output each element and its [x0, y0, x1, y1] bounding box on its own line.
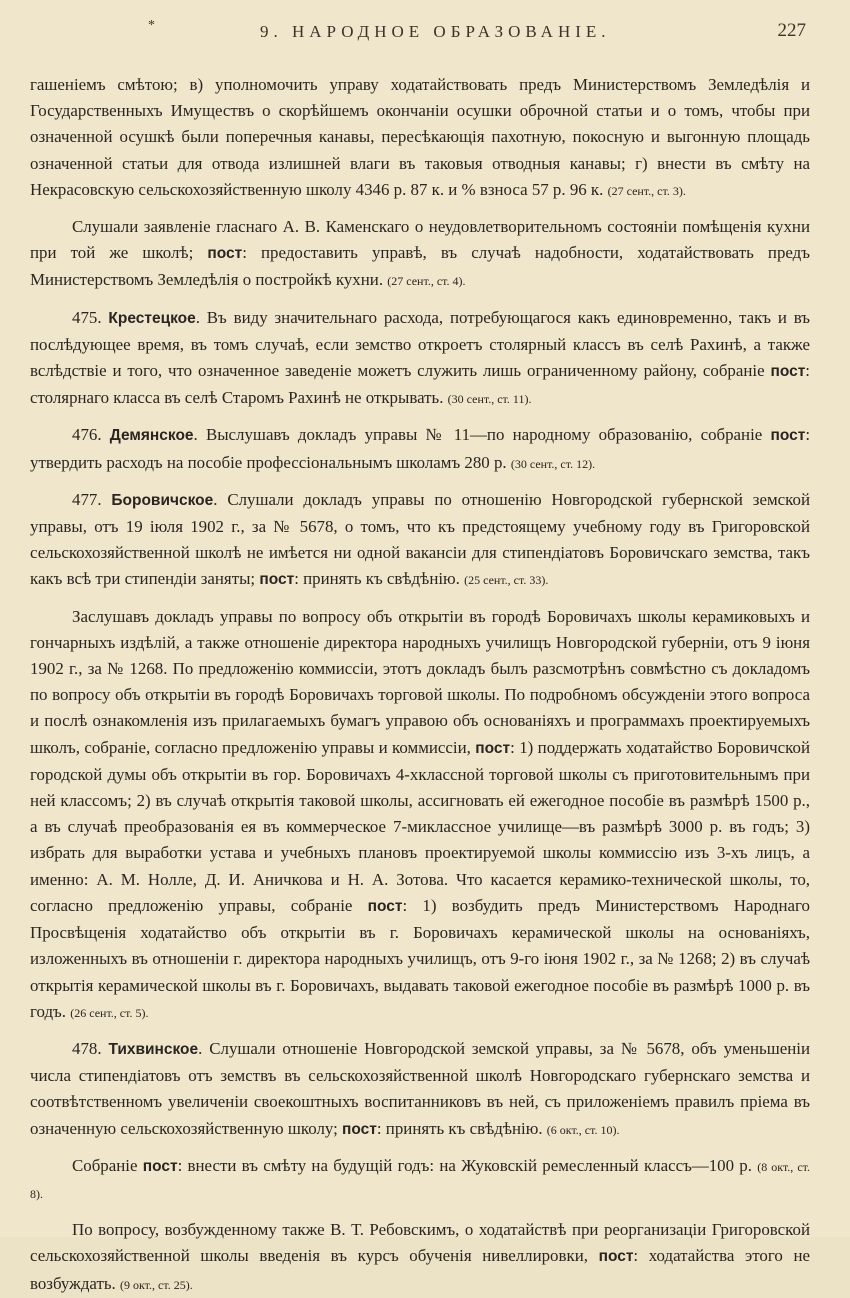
- paragraph-text: : столярнаго класса въ селѣ Старомъ Рахинѣ не открывать.: [30, 361, 810, 408]
- paragraph-text: : принять къ свѣдѣнію.: [376, 1118, 547, 1138]
- paragraph-text: : ходатайства этого не возбуждать.: [30, 1246, 810, 1293]
- paragraph-text: 476.: [72, 425, 110, 445]
- paragraph-text: . Выслушавъ докладъ управы № 11—по народному образованію, собраніе: [193, 425, 771, 445]
- paragraph-text: 478.: [72, 1038, 109, 1058]
- citation-ref: (25 сент., ст. 33).: [464, 573, 549, 588]
- citation-ref: (30 сент., ст. 12).: [510, 456, 596, 471]
- citation-ref: (9 окт., ст. 25).: [120, 1277, 193, 1292]
- citation-ref: (26 сент., ст. 5).: [70, 1005, 149, 1020]
- body-text: [30, 72, 810, 1298]
- paragraph-text: 475.: [72, 307, 109, 327]
- paragraph: [30, 214, 810, 295]
- citation-ref: (27 сент., ст. 3).: [607, 183, 686, 198]
- paragraph: [30, 72, 810, 204]
- running-header: [30, 18, 810, 52]
- paragraph: [30, 1036, 810, 1143]
- citation-ref: (27 сент., ст. 4).: [387, 274, 466, 289]
- paragraph-text: Слушали заявленіе гласнаго А. В. Каменскаго о неудовлетворительномъ состояніи помѣщенія кухни при той же школѣ;: [30, 217, 810, 263]
- paragraph-text: По вопросу, возбужденному также В. Т. Ребовскимъ, о ходатайствѣ при реорганизаціи Григоровской сельскохозяйственной школы введенія въ курсъ обученія нивеллировки,: [30, 1220, 810, 1266]
- paragraph-text: Заслушавъ докладъ управы по вопросу объ открытіи въ городѣ Боровичахъ школы керамиковыхъ и гончарныхъ издѣлій, а также отношеніе директора народныхъ училищъ Новгородской губерніи, отъ 9 іюня 1902 г., за № 1268. По предложенію коммиссіи, этотъ докладъ былъ разсмотрѣнъ совмѣстно съ докладомъ по вопросу объ открытіи въ городѣ Боровичахъ торговой школы. По подробномъ обсужденіи этого вопроса и послѣ ознакомленія изъ прилагаемыхъ бумагъ управою объ основаніяхъ и программахъ проектируемыхъ школъ, собраніе, согласно предложенію управы и коммиссіи,: [30, 606, 810, 757]
- paragraph-text: . Въ виду значительнаго расхода, потребующагося какъ единовременно, такъ и въ послѣдующее время, въ томъ случаѣ, если земство откроетъ столярный классъ въ селѣ Рахинѣ, а также вслѣдствіе и того, что означенное заведеніе можетъ служить лишь ограниченному району, собраніе: [30, 307, 810, 381]
- paragraph: [30, 1153, 810, 1207]
- keyword: пост: [259, 571, 295, 589]
- page-number: 227: [777, 20, 806, 41]
- paragraph-text: . Слушали отношеніе Новгородской земской управы, за № 5678, объ уменьшеніи числа стипендіатовъ отъ земствъ въ сельскохозяйственной школѣ Новгородскаго губернскаго земства и соотвѣтственномъ увеличеніи своекоштныхъ воспитанниковъ въ ней, съ приложеніемъ правилъ пріема въ означенную сельскохозяйственную школу;: [30, 1038, 810, 1138]
- keyword: пост: [367, 897, 403, 915]
- keyword: пост: [475, 739, 511, 757]
- keyword: пост: [342, 1120, 377, 1138]
- paragraph-text: : утвердить расходъ на пособіе профессіональнымъ школамъ 280 р.: [30, 425, 811, 472]
- paragraph: [30, 487, 810, 594]
- section-title: 9. НАРОДНОЕ ОБРАЗОВАНІЕ.: [260, 22, 611, 41]
- keyword: пост: [207, 245, 243, 263]
- keyword: пост: [598, 1248, 634, 1266]
- paragraph-text: гашеніемъ смѣтою; в) уполномочить управу ходатайствовать предъ Министерствомъ Земледѣлія и Государственныхъ Имуществъ о скорѣйшемъ окончаніи осушки оброчной статьи и о томъ, чтобы при означенной осушкѣ были поперечныя канавы, пересѣкающія пахотную, покосную и выгонную площадь означенной статьи для отвода излишней влаги въ таковыя отводныя канавы; г) внести въ смѣту на Некрасовскую сельскохозяйственную школу 4346 р. 87 к. и % взноса 57 р. 96 к.: [30, 75, 810, 199]
- header-mark: *: [148, 18, 155, 33]
- keyword: Тихвинское: [108, 1040, 199, 1058]
- keyword: пост: [770, 427, 806, 445]
- keyword: Демянское: [109, 427, 194, 445]
- paragraph-text: Собраніе: [72, 1155, 143, 1175]
- paragraph-text: : принять къ свѣдѣнію.: [294, 569, 465, 589]
- paragraph: [30, 604, 810, 1026]
- paragraph-text: : 1) поддержать ходатайство Боровичской городской думы объ открытіи въ гор. Боровичахъ 4-хклассной торговой школы съ приготовительнымъ при ней классомъ; 2) въ случаѣ открытія таковой школы, ассигновать ей ежегодное пособіе въ размѣрѣ 1500 р., а въ случаѣ преобразованія ея въ коммерческое 7-миклассное училище—въ размѣрѣ 3000 р. въ годъ; 3) избрать для выработки устава и учебныхъ плановъ проектируемой школы коммиссію изъ 3-хъ лицъ, а именно: А. М. Нолле, Д. И. Аничкова и Н. А. Зотова. Что касается керамико-технической школы, то, согласно предложенію управы, собраніе: [30, 737, 810, 915]
- paragraph: [30, 1217, 810, 1298]
- keyword: Крестецкое: [108, 309, 196, 327]
- citation-ref: (30 сент., ст. 11).: [447, 392, 532, 407]
- paragraph: [30, 422, 810, 476]
- paragraph-text: : внести въ смѣту на будущій годъ: на Жуковскій ремесленный классъ—100 р.: [177, 1155, 758, 1175]
- paragraph-text: : 1) возбудить предъ Министерствомъ Народнаго Просвѣщенія ходатайство объ открытіи въ г. Боровичахъ керамической школы на основаніяхъ, изложенныхъ въ отношеніи г. директора народныхъ училищъ, отъ 9-го іюня 1902 г., за № 1268; 2) въ случаѣ открытія керамической школы въ г. Боровичахъ, выдавать таковой ежегодное пособіе въ размѣрѣ 1000 р. въ годъ.: [30, 895, 810, 1021]
- paragraph-text: . Слушали докладъ управы по отношенію Новгородской губернской земской управы, отъ 19 іюля 1902 г., за № 5678, о томъ, что къ предстоящему учебному году въ Григоровской сельскохозяйственной школѣ не имѣется ни одной вакансіи для стипендіатовъ Боровичскаго земства, такъ какъ всѣ три стипендіи заняты;: [30, 489, 810, 589]
- paragraph-text: 477.: [72, 489, 112, 509]
- keyword: пост: [770, 363, 806, 381]
- paragraph-text: : предоставить управѣ, въ случаѣ надобности, ходатайствовать предъ Министерствомъ Земледѣлія о постройкѣ кухни.: [30, 243, 810, 290]
- citation-ref: (8 окт., ст. 8).: [30, 1159, 810, 1201]
- keyword: Боровичское: [111, 491, 214, 509]
- paragraph: [30, 305, 810, 413]
- keyword: пост: [142, 1157, 178, 1175]
- citation-ref: (6 окт., ст. 10).: [546, 1122, 620, 1137]
